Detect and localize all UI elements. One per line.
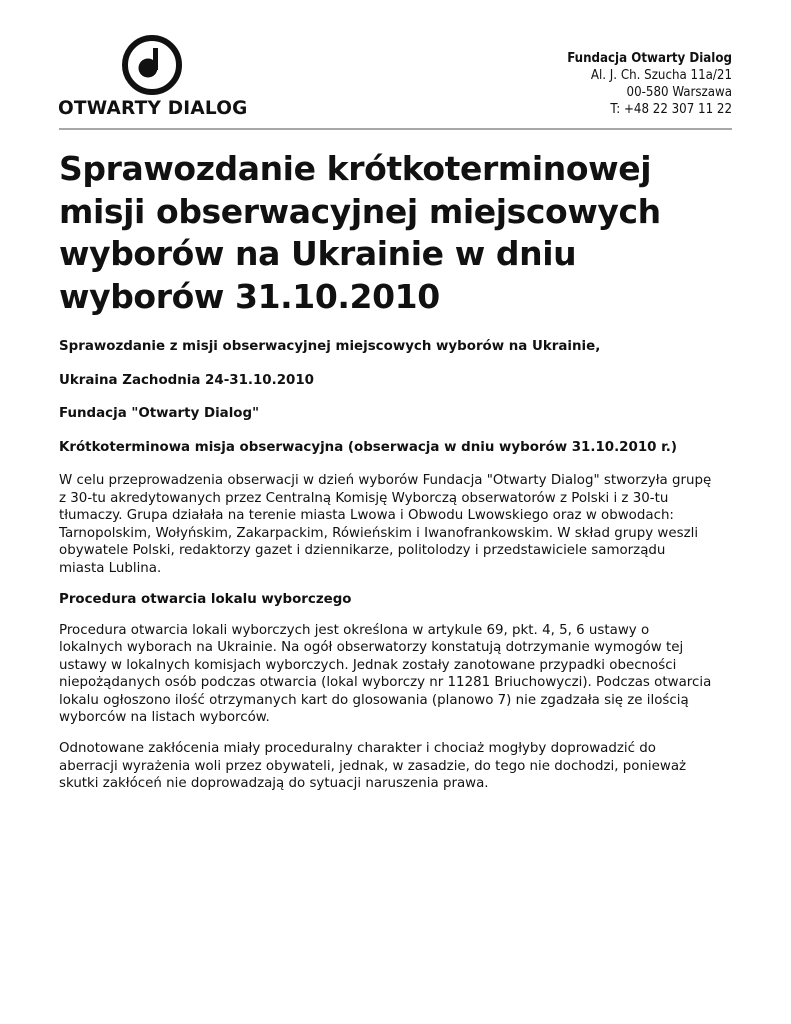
report-subtitle: Sprawozdanie z misji obserwacyjnej miejscowych wyborów na Ukrainie,: [59, 339, 601, 354]
paragraph-line: Procedura otwarcia lokali wyborczych jest określona w artykule 69, pkt. 4, 5, 6 ustawy o: [59, 622, 650, 638]
title-line: misji obserwacyjnej miejscowych: [59, 191, 661, 231]
paragraph-opening-procedure: [59, 622, 739, 727]
paragraph-line: aberracji wyrażenia woli przez obywateli, jednak, w zasadzie, do tego nie dochodzi, ponieważ: [59, 758, 687, 774]
contact-block: [567, 50, 732, 118]
title-line: wyborów 31.10.2010: [59, 276, 440, 316]
paragraph-line: obywatele Polski, redaktorzy gazet i dziennikarze, politolodzy i przedstawiciele samorządu: [59, 543, 666, 558]
title-line: wyborów na Ukrainie w dniu: [59, 234, 577, 273]
note-in-circle-icon: [121, 34, 183, 96]
address-city: 00-580 Warszawa: [626, 85, 732, 100]
section-heading: Procedura otwarcia lokalu wyborczego: [59, 591, 352, 607]
paragraph-line: W celu przeprowadzenia obserwacji w dzień wyborów Fundacja "Otwarty Dialog" stworzyła grupę: [59, 473, 712, 488]
paragraph-line: Odnotowane zakłócenia miały proceduralny charakter i chociaż mogłyby doprowadzić do: [59, 741, 656, 756]
document-title: [59, 148, 709, 318]
phone-number: T: +48 22 307 11 22: [610, 102, 732, 117]
otwarty-dialog-logo: [58, 34, 248, 124]
paragraph-line: Tarnopolskim, Wołyńskim, Zakarpackim, Rówieńskim i Iwanofrankowskim. W skład grupy weszli: [59, 525, 699, 541]
paragraph-line: lokalu ogłoszono ilość otrzymanych kart do glosowania (planowo 7) nie zgadzała się ze ilością: [59, 692, 689, 708]
paragraph-line: miasta Lublina.: [59, 560, 162, 576]
document-body: [59, 338, 739, 793]
paragraph-disruptions: [59, 740, 739, 793]
paragraph-line: z 30-tu akredytowanych przez Centralną Komisję Wyborczą obserwatorów z Polski i z 30-tu: [59, 490, 669, 506]
paragraph-line: tłumaczy. Grupa działała na terenie miasta Lwowa i Obwodu Lwowskiego oraz w obwodach:: [59, 508, 674, 523]
paragraph-line: skutki zakłóceń nie doprowadzają do sytuacji naruszenia prawa.: [59, 776, 489, 791]
report-foundation: Fundacja "Otwarty Dialog": [59, 406, 260, 421]
paragraph-line: niepożądanych osób podczas otwarcia (lokal wyborczy nr 11281 Briuchowyczi). Podczas otwarcia: [59, 675, 712, 690]
paragraph-observation-group: [59, 472, 739, 577]
title-line: Sprawozdanie krótkoterminowej: [59, 149, 652, 188]
report-mission-type: Krótkoterminowa misja obserwacyjna (obserwacja w dniu wyborów 31.10.2010 r.): [59, 439, 678, 455]
paragraph-line: lokalnych wyborach na Ukrainie. Na ogół obserwatorzy konstatują dotrzymanie wymogów tej: [59, 640, 684, 655]
header-divider: [59, 128, 732, 130]
paragraph-line: ustawy w lokalnych komisjach wyborczych. Jednak zostały zanotowane przypadki obecności: [59, 657, 677, 673]
organization-name: Fundacja Otwarty Dialog: [567, 51, 732, 66]
logo-wordmark: OTWARTY DIALOG: [58, 98, 248, 119]
address-street: Al. J. Ch. Szucha 11a/21: [590, 68, 732, 83]
paragraph-line: wyborców na listach wyborców.: [59, 710, 270, 725]
report-region-dates: Ukraina Zachodnia 24-31.10.2010: [59, 372, 314, 388]
